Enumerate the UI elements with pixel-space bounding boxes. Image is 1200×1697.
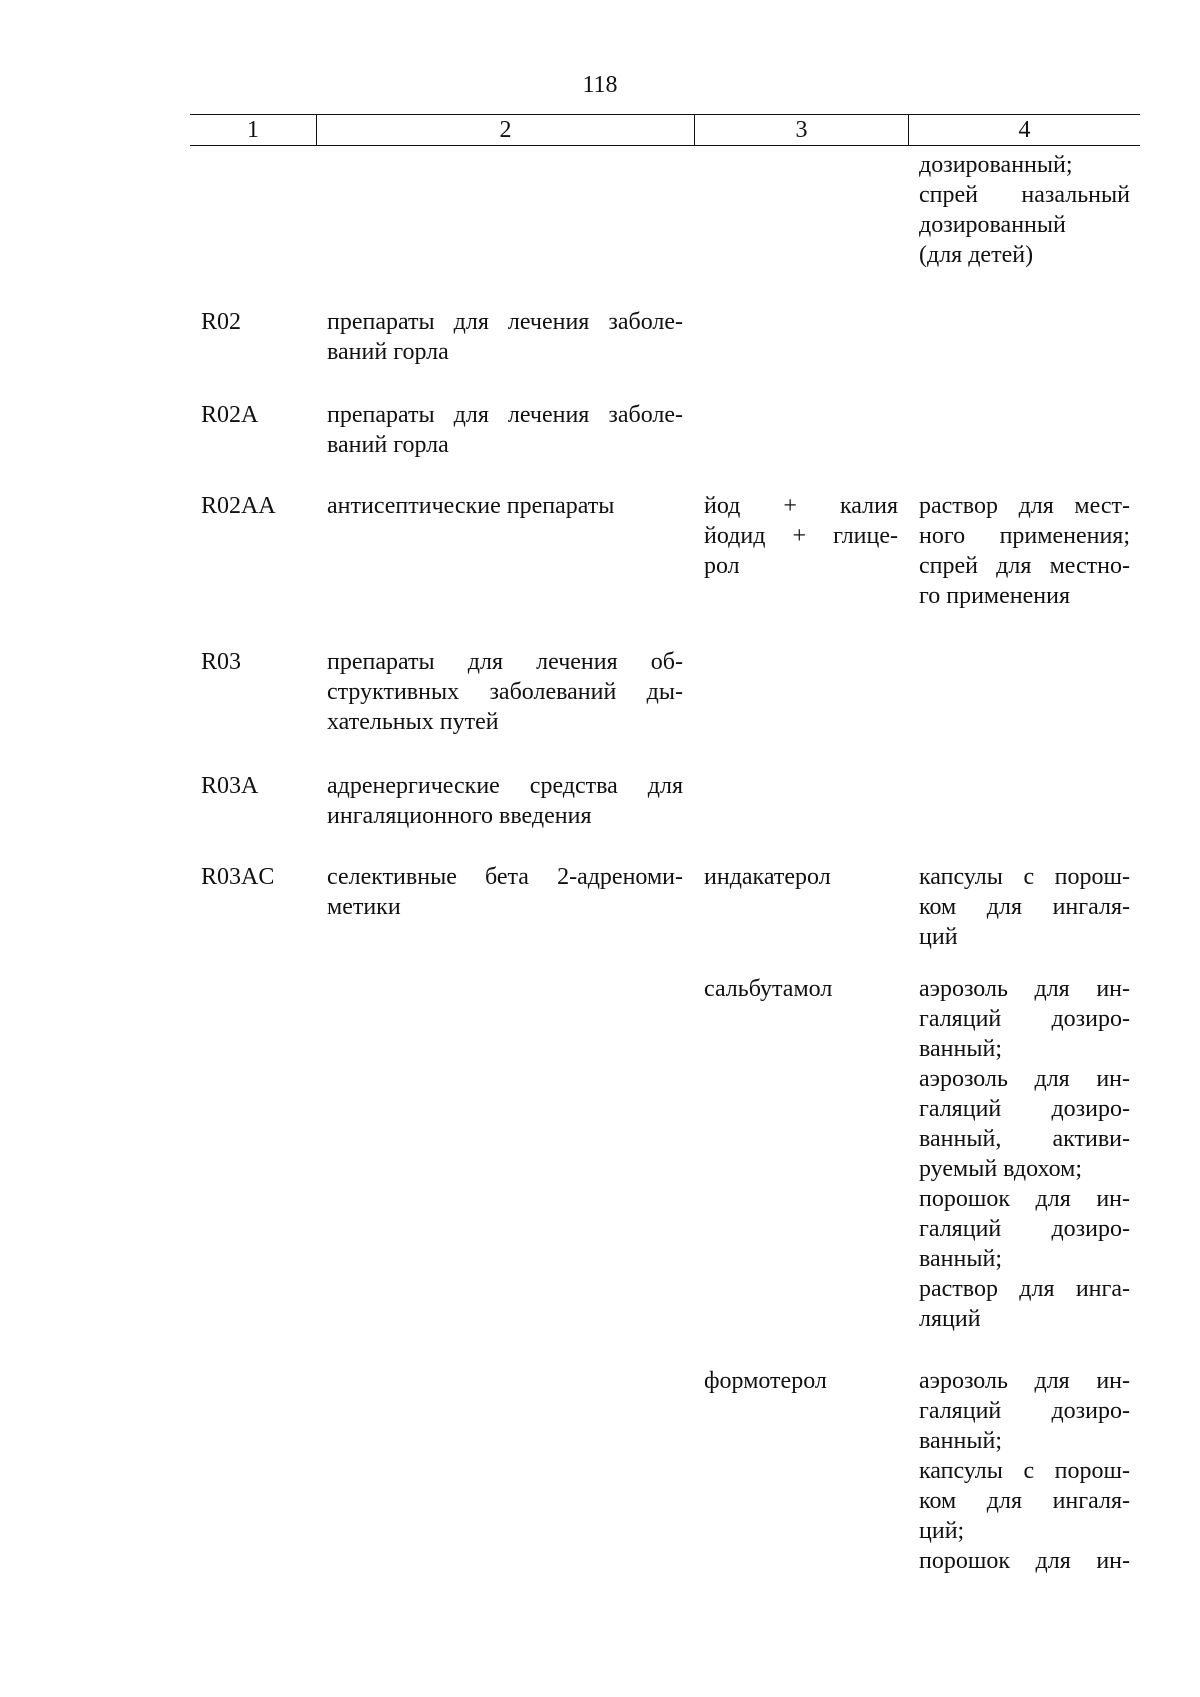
drug-name-line: рол xyxy=(704,553,740,579)
dosage-form-cell xyxy=(919,491,1130,611)
column-header-2: 2 xyxy=(316,115,694,145)
dosage-form-cell xyxy=(919,150,1130,270)
dosage-form-line: спрей для местно- xyxy=(919,553,1130,579)
dosage-form-line: порошок для ин- xyxy=(919,1186,1130,1212)
atc-code: R02 xyxy=(201,309,242,335)
dosage-form-line: галяций дозиро- xyxy=(919,1006,1130,1032)
group-name-line: ваний горла xyxy=(327,432,449,458)
group-name-cell xyxy=(327,491,683,521)
drug-name-cell xyxy=(704,974,898,1004)
dosage-form-cell xyxy=(919,1366,1130,1576)
dosage-form-line: ляций xyxy=(919,1306,981,1332)
dosage-form-line: капсулы с порош- xyxy=(919,864,1130,890)
drug-name-line: индакатерол xyxy=(704,864,831,890)
group-name-line: адренергические средства для xyxy=(327,773,683,799)
dosage-form-line: ванный; xyxy=(919,1428,1002,1454)
drug-name-cell xyxy=(704,1366,898,1396)
group-name-cell xyxy=(327,647,683,737)
drug-name-line: сальбутамол xyxy=(704,976,833,1002)
atc-code: R03 xyxy=(201,649,242,675)
dosage-form-line: ванный; xyxy=(919,1036,1002,1062)
drug-name-line: йод + калия xyxy=(704,493,898,519)
group-name-line: структивных заболеваний ды- xyxy=(327,679,683,705)
dosage-form-line: спрей назальный xyxy=(919,182,1130,208)
group-name-line: хательных путей xyxy=(327,709,499,735)
dosage-form-line: порошок для ин- xyxy=(919,1548,1130,1574)
drug-name-cell xyxy=(704,491,898,581)
group-name-line: препараты для лечения заболе- xyxy=(327,402,683,428)
drug-name-cell xyxy=(704,862,898,892)
group-name-cell xyxy=(327,862,683,922)
column-header-1: 1 xyxy=(247,117,259,143)
dosage-form-line: галяций дозиро- xyxy=(919,1398,1130,1424)
group-name-line: ингаляционного введения xyxy=(327,803,592,829)
group-name-line: препараты для лечения заболе- xyxy=(327,309,683,335)
group-name-cell xyxy=(327,771,683,831)
dosage-form-line: ного применения; xyxy=(919,523,1130,549)
atc-code: R02AA xyxy=(201,493,276,519)
dosage-form-line: дозированный xyxy=(919,212,1066,238)
dosage-form-line: ком для ингаля- xyxy=(919,894,1130,920)
dosage-form-line: раствор для инга- xyxy=(919,1276,1130,1302)
drug-name-line: йодид + глице- xyxy=(704,523,898,549)
dosage-form-line: капсулы с порош- xyxy=(919,1458,1130,1484)
dosage-form-line: ций xyxy=(919,924,958,950)
dosage-form-cell xyxy=(919,862,1130,952)
group-name-line: ваний горла xyxy=(327,339,449,365)
dosage-form-line: галяций дозиро- xyxy=(919,1096,1130,1122)
dosage-form-line: аэрозоль для ин- xyxy=(919,976,1130,1002)
dosage-form-line: аэрозоль для ин- xyxy=(919,1066,1130,1092)
dosage-form-line: го применения xyxy=(919,583,1070,609)
dosage-form-line: галяций дозиро- xyxy=(919,1216,1130,1242)
dosage-form-line: дозированный; xyxy=(919,152,1073,178)
table-header xyxy=(190,114,1140,146)
group-name-cell xyxy=(327,307,683,367)
drug-name-line: формотерол xyxy=(704,1368,827,1394)
column-header-4: 4 xyxy=(908,115,1140,145)
atc-code: R03AC xyxy=(201,864,275,890)
group-name-line: препараты для лечения об- xyxy=(327,649,683,675)
dosage-form-line: ций; xyxy=(919,1518,965,1544)
group-name-cell xyxy=(327,400,683,460)
group-name-line: метики xyxy=(327,894,401,920)
page-number: 118 xyxy=(582,72,618,98)
atc-code: R02A xyxy=(201,402,259,428)
atc-code: R03A xyxy=(201,773,259,799)
dosage-form-cell xyxy=(919,974,1130,1334)
dosage-form-line: ком для ингаля- xyxy=(919,1488,1130,1514)
dosage-form-line: аэрозоль для ин- xyxy=(919,1368,1130,1394)
group-name-line: селективные бета 2-адреноми- xyxy=(327,864,683,890)
dosage-form-line: (для детей) xyxy=(919,242,1034,268)
dosage-form-line: ванный; xyxy=(919,1246,1002,1272)
dosage-form-line: ванный, активи- xyxy=(919,1126,1130,1152)
dosage-form-line: руемый вдохом; xyxy=(919,1156,1083,1182)
column-header-3: 3 xyxy=(694,115,908,145)
dosage-form-line: раствор для мест- xyxy=(919,493,1130,519)
group-name-line: антисептические препараты xyxy=(327,493,615,519)
